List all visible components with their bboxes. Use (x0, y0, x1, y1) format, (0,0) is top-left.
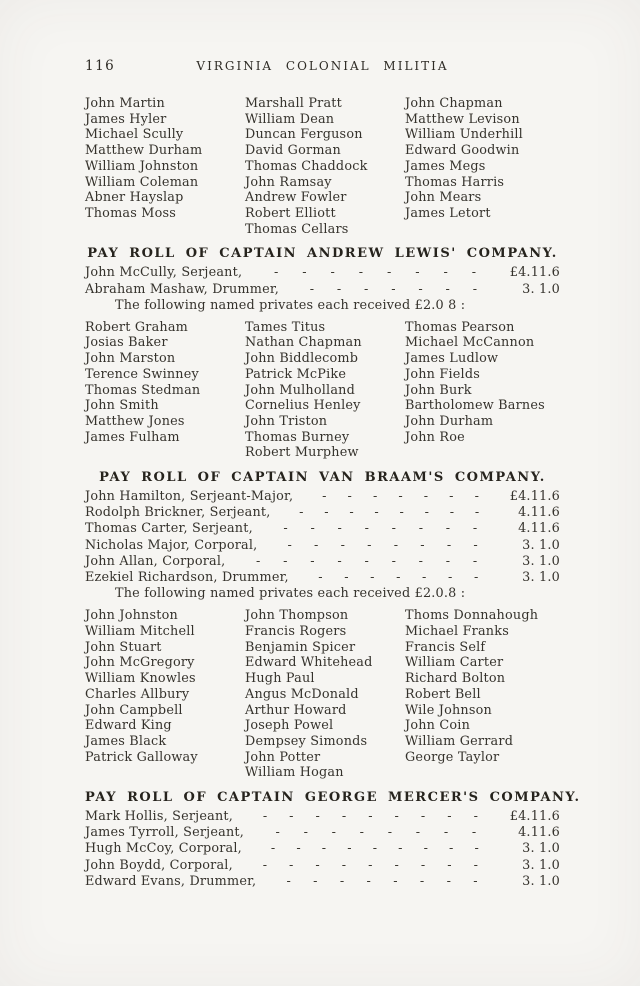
soldier-name: John Smith (85, 398, 159, 414)
roster-top (85, 96, 560, 237)
roster-column (85, 320, 245, 461)
leader-dash: - (419, 873, 425, 889)
soldier-name: William Underhill (405, 127, 523, 143)
roster-column (405, 320, 560, 461)
pay-amount: 4.11.6 (518, 521, 560, 537)
leader-dash: - (287, 537, 292, 553)
section-title-vanbraam: PAY ROLL OF CAPTAIN VAN BRAAM'S COMPANY. (99, 470, 546, 486)
soldier-name: Thomas Moss (85, 205, 177, 221)
leader-dash: - (387, 825, 393, 841)
soldier-name: Robert Elliott (245, 205, 336, 221)
soldier-name: John Potter (245, 749, 321, 765)
soldier-name: Marshall Pratt (245, 96, 342, 111)
leader-dash: - (423, 841, 429, 857)
dash-leaders (257, 538, 508, 554)
leader-dash: - (341, 857, 347, 873)
leader-dash: - (418, 281, 423, 297)
leader-dash: - (262, 809, 268, 825)
pay-row-name: John McCully, Serjeant, (85, 265, 243, 281)
leader-dash: - (393, 537, 399, 553)
leader-dash: - (445, 281, 451, 297)
soldier-name: Richard Bolton (405, 671, 506, 687)
soldier-name: Patrick McPike (245, 366, 347, 382)
soldier-name: James Fulham (85, 429, 180, 445)
leader-dash: - (472, 553, 478, 569)
leader-dash: - (449, 489, 454, 505)
soldier-name: John McGregory (85, 655, 195, 671)
pay-row (85, 554, 560, 570)
leader-dash: - (344, 570, 349, 586)
leader-dash: - (347, 489, 353, 505)
pay-rows-mercer (85, 809, 560, 890)
leader-dash: - (286, 873, 291, 889)
leader-dash: - (283, 553, 288, 569)
soldier-name: John Martin (85, 96, 165, 111)
leader-dash: - (302, 265, 307, 281)
pay-amount: 3. 1.0 (522, 281, 560, 297)
pay-row-name: Nicholas Major, Corporal, (85, 537, 258, 553)
leader-dash: - (289, 809, 294, 825)
leader-dash: - (443, 825, 449, 841)
leader-dash: - (471, 825, 477, 841)
leader-dash: - (341, 809, 347, 825)
leader-dash: - (472, 281, 478, 297)
soldier-name: Matthew Jones (85, 413, 185, 429)
leader-dash: - (446, 537, 452, 553)
soldier-name: John Chapman (405, 96, 503, 111)
soldier-name: John Biddlecomb (245, 351, 359, 367)
roster-column (405, 608, 560, 781)
leader-dash: - (367, 537, 372, 553)
soldier-name: Terence Swinney (85, 366, 199, 382)
pay-rows-lewis (85, 265, 560, 297)
pay-amount: 4.11.6 (518, 505, 560, 521)
pay-row (85, 841, 560, 857)
dash-leaders (253, 521, 508, 537)
soldier-name: John Triston (245, 413, 328, 429)
leader-dash: - (474, 489, 480, 505)
dash-leaders (289, 570, 508, 586)
leader-dash: - (364, 521, 370, 537)
pay-row-name: Edward Evans, Drummer, (85, 873, 257, 889)
leader-dash: - (256, 553, 261, 569)
pay-row (85, 282, 560, 298)
roster-column (85, 96, 245, 237)
leader-dash: - (473, 809, 479, 825)
soldier-name: Michael Scully (85, 127, 184, 143)
dash-leaders (242, 841, 508, 857)
pay-row-name: Abraham Mashaw, Drummer, (85, 281, 280, 297)
leader-dash: - (368, 857, 373, 873)
soldier-name: Robert Graham (85, 319, 189, 335)
pay-row (85, 858, 560, 874)
soldier-name: David Gorman (245, 143, 341, 159)
pay-row-name: James Tyrroll, Serjeant, (85, 825, 245, 841)
leader-dash: - (424, 505, 430, 521)
pay-row-name: Thomas Carter, Serjeant, (85, 521, 253, 537)
leader-dash: - (299, 505, 304, 521)
soldier-name: William Coleman (85, 174, 199, 190)
leader-dash: - (420, 537, 425, 553)
pay-row (85, 265, 560, 281)
soldier-name: Patrick Galloway (85, 749, 198, 765)
soldier-name: Thomas Harris (405, 174, 505, 190)
pay-amount: £4.11.6 (509, 809, 560, 825)
section-lewis (85, 246, 560, 461)
privates-line-vanbraam: The following named privates each received £2.0.8 : (115, 586, 466, 602)
soldier-name: John Mears (405, 190, 482, 206)
roster-lewis-privates (85, 320, 560, 461)
leader-dash: - (262, 857, 268, 873)
leader-dash: - (289, 857, 294, 873)
soldier-name: William Hogan (245, 765, 344, 781)
soldier-name: Thoms Donnahough (405, 608, 539, 624)
pay-row-name: Hugh McCoy, Corporal, (85, 841, 242, 857)
section-mercer (85, 790, 581, 890)
soldier-name: Wile Johnson (405, 702, 492, 718)
soldier-name: John Roe (405, 429, 465, 445)
dash-leaders (271, 505, 508, 521)
pay-amount: 3. 1.0 (522, 570, 560, 586)
pay-amount: 3. 1.0 (522, 873, 560, 889)
leader-dash: - (349, 505, 354, 521)
leader-dash: - (415, 265, 420, 281)
running-head-title: VIRGINIA COLONIAL MILITIA (196, 59, 449, 73)
leader-dash: - (322, 489, 327, 505)
leader-dash: - (391, 281, 396, 297)
soldier-name: Charles Allbury (85, 686, 190, 702)
soldier-name: James Black (85, 733, 167, 749)
leader-dash: - (303, 825, 309, 841)
leader-dash: - (310, 553, 315, 569)
leader-dash: - (471, 265, 477, 281)
pay-row-name: Ezekiel Richardson, Drummer, (85, 570, 289, 586)
soldier-name: James Ludlow (405, 351, 499, 367)
roster-column (245, 320, 405, 461)
soldier-name: Duncan Ferguson (245, 127, 363, 143)
roster-column (405, 96, 560, 237)
soldier-name: William Dean (245, 111, 335, 127)
soldier-name: Abner Hayslap (85, 190, 184, 206)
soldier-name: Thomas Burney (245, 429, 350, 445)
leader-dash: - (314, 537, 319, 553)
leader-dash: - (443, 265, 448, 281)
roster-column (245, 608, 405, 781)
leader-dash: - (337, 553, 342, 569)
soldier-name: James Megs (405, 158, 486, 174)
leader-dash: - (448, 570, 453, 586)
soldier-name: William Mitchell (85, 623, 195, 639)
leader-dash: - (310, 521, 315, 537)
dash-leaders (244, 825, 508, 841)
leader-dash: - (313, 873, 318, 889)
leader-dash: - (340, 537, 346, 553)
leader-dash: - (420, 809, 426, 825)
pay-row (85, 825, 560, 841)
leader-dash: - (415, 825, 421, 841)
pay-amount: £4.11.6 (509, 489, 560, 505)
soldier-name: Benjamin Spicer (245, 639, 356, 655)
leader-dash: - (275, 825, 281, 841)
leader-dash: - (339, 873, 345, 889)
pay-rows-vanbraam (85, 489, 560, 586)
dash-leaders (256, 874, 508, 890)
leader-dash: - (318, 570, 323, 586)
leader-dash: - (273, 265, 279, 281)
soldier-name: John Durham (405, 413, 494, 429)
leader-dash: - (296, 841, 301, 857)
soldier-name: Matthew Levison (405, 111, 520, 127)
leader-dash: - (330, 265, 335, 281)
dash-leaders (242, 265, 508, 281)
leader-dash: - (364, 281, 369, 297)
leader-dash: - (358, 265, 364, 281)
soldier-name: William Gerrard (405, 733, 514, 749)
pay-amount: 3. 1.0 (522, 537, 560, 553)
dash-leaders (233, 809, 508, 825)
leader-dash: - (445, 553, 451, 569)
leader-dash: - (331, 825, 337, 841)
leader-dash: - (283, 521, 288, 537)
leader-dash: - (368, 809, 373, 825)
pay-amount: £4.11.6 (509, 265, 560, 281)
leader-dash: - (270, 841, 276, 857)
pay-row-name: John Boydd, Corporal, (85, 857, 233, 873)
leader-dash: - (449, 505, 455, 521)
leader-dash: - (386, 265, 392, 281)
leader-dash: - (336, 281, 342, 297)
pay-row (85, 874, 560, 890)
soldier-name: William Johnston (85, 158, 199, 174)
leader-dash: - (396, 570, 401, 586)
leader-dash: - (391, 553, 397, 569)
pay-row (85, 505, 560, 521)
section-vanbraam (85, 470, 560, 781)
leader-dash: - (324, 505, 329, 521)
leader-dash: - (474, 841, 480, 857)
soldier-name: Angus McDonald (245, 686, 359, 702)
pay-row (85, 521, 560, 537)
leader-dash: - (420, 857, 426, 873)
soldier-name: Francis Rogers (245, 623, 347, 639)
leader-dash: - (394, 857, 400, 873)
leader-dash: - (445, 521, 451, 537)
leader-dash: - (372, 489, 378, 505)
soldier-name: John Ramsay (245, 174, 332, 190)
soldier-name: John Burk (405, 382, 472, 398)
soldier-name: George Taylor (405, 749, 500, 765)
soldier-name: Matthew Durham (85, 143, 203, 159)
soldier-name: Robert Murphew (245, 445, 359, 461)
roster-vanbraam-privates (85, 608, 560, 781)
leader-dash: - (391, 521, 397, 537)
leader-dash: - (473, 537, 478, 553)
leader-dash: - (473, 857, 479, 873)
leader-dash: - (449, 841, 454, 857)
soldier-name: William Carter (405, 655, 504, 671)
soldier-name: Michael McCannon (405, 335, 535, 351)
soldier-name: Michael Franks (405, 623, 509, 639)
leader-dash: - (473, 873, 478, 889)
soldier-name: John Campbell (85, 702, 183, 718)
pay-row (85, 538, 560, 554)
leader-dash: - (309, 281, 315, 297)
soldier-name: Bartholomew Barnes (405, 398, 545, 414)
leader-dash: - (321, 841, 327, 857)
dash-leaders (293, 489, 508, 505)
roster-column (85, 608, 245, 781)
leader-dash: - (315, 809, 321, 825)
soldier-name: Hugh Paul (245, 671, 315, 687)
soldier-name: John Coin (405, 718, 471, 734)
soldier-name: Andrew Fowler (245, 190, 347, 206)
leader-dash: - (393, 873, 398, 889)
soldier-name: James Hyler (85, 111, 167, 127)
leader-dash: - (370, 570, 375, 586)
soldier-name: John Fields (405, 366, 480, 382)
leader-dash: - (418, 553, 424, 569)
soldier-name: John Thompson (245, 608, 349, 624)
soldier-name: Cornelius Henley (245, 398, 361, 414)
pay-amount: 4.11.6 (518, 825, 560, 841)
leader-dash: - (423, 489, 429, 505)
leader-dash: - (446, 873, 452, 889)
soldier-name: Thomas Pearson (405, 319, 515, 335)
leader-dash: - (422, 570, 427, 586)
leader-dash: - (394, 809, 400, 825)
soldier-name: Thomas Chaddock (245, 158, 368, 174)
leader-dash: - (398, 841, 403, 857)
soldier-name: Dempsey Simonds (245, 733, 368, 749)
soldier-name: William Knowles (85, 671, 196, 687)
soldier-name: Edward King (85, 718, 172, 734)
leader-dash: - (473, 570, 479, 586)
leader-dash: - (398, 489, 403, 505)
pay-amount: 3. 1.0 (522, 553, 560, 569)
soldier-name: Edward Goodwin (405, 143, 520, 159)
soldier-name: Arthur Howard (245, 702, 347, 718)
soldier-name: Francis Self (405, 639, 486, 655)
soldier-name: Edward Whitehead (245, 655, 373, 671)
soldier-name: Josias Baker (85, 335, 168, 351)
soldier-name: Thomas Stedman (85, 382, 201, 398)
pay-row (85, 809, 560, 825)
dash-leaders (225, 554, 508, 570)
leader-dash: - (359, 825, 365, 841)
leader-dash: - (347, 841, 352, 857)
dash-leaders (279, 282, 508, 298)
soldier-name: James Letort (405, 205, 491, 221)
leader-dash: - (337, 521, 343, 537)
leader-dash: - (474, 505, 480, 521)
soldier-name: Robert Bell (405, 686, 481, 702)
leader-dash: - (315, 857, 320, 873)
soldier-name: Thomas Cellars (245, 221, 349, 237)
soldier-name: Nathan Chapman (245, 335, 362, 351)
leader-dash: - (447, 857, 452, 873)
leader-dash: - (472, 521, 478, 537)
roster-column (245, 96, 405, 237)
pay-row-name: Mark Hollis, Serjeant, (85, 809, 233, 825)
soldier-name: Joseph Powel (245, 718, 334, 734)
leader-dash: - (366, 873, 372, 889)
pay-row (85, 570, 560, 586)
page-number: 116 (85, 58, 116, 74)
leader-dash: - (418, 521, 424, 537)
pay-amount: 3. 1.0 (522, 857, 560, 873)
leader-dash: - (447, 809, 452, 825)
pay-amount: 3. 1.0 (522, 841, 560, 857)
leader-dash: - (399, 505, 405, 521)
soldier-name: John Marston (85, 351, 176, 367)
soldier-name: John Stuart (85, 639, 162, 655)
soldier-name: Tames Titus (245, 319, 326, 335)
section-title-lewis: PAY ROLL OF CAPTAIN ANDREW LEWIS' COMPANY. (87, 246, 558, 262)
soldier-name: John Mulholland (245, 382, 356, 398)
dash-leaders (233, 858, 508, 874)
section-title-mercer: PAY ROLL OF CAPTAIN GEORGE MERCER'S COMPANY. (85, 790, 581, 806)
soldier-name: John Johnston (85, 608, 178, 624)
page-header (85, 58, 560, 74)
privates-line-lewis: The following named privates each received £2.0 8 : (115, 297, 466, 313)
pay-row-name: John Hamilton, Serjeant-Major, (85, 489, 294, 505)
leader-dash: - (364, 553, 369, 569)
leader-dash: - (372, 841, 378, 857)
pay-row (85, 489, 560, 505)
pay-row-name: John Allan, Corporal, (85, 553, 226, 569)
pay-row-name: Rodolph Brickner, Serjeant, (85, 505, 271, 521)
leader-dash: - (374, 505, 379, 521)
